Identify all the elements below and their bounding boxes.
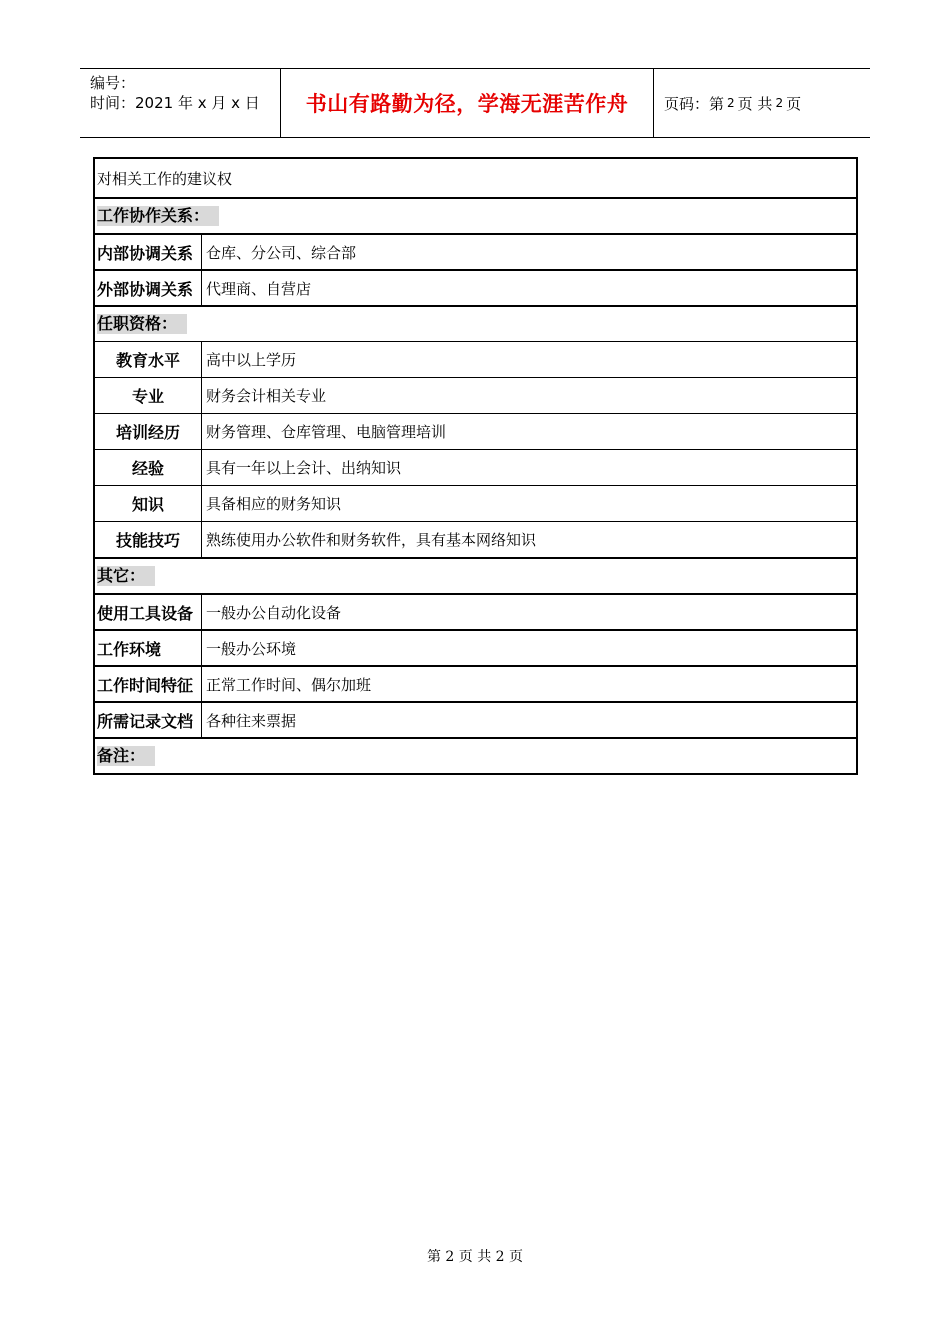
table-row	[95, 377, 856, 413]
header-page-info	[654, 69, 870, 137]
section-row-qualifications	[95, 305, 856, 341]
knowledge-label: 知识	[95, 486, 202, 521]
training-label: 培训经历	[95, 414, 202, 449]
header-motto-cell	[281, 69, 654, 137]
page-mid: 页 共	[737, 94, 773, 113]
work-time-label: 工作时间特征	[95, 667, 202, 701]
skills-label: 技能技巧	[95, 522, 202, 557]
page-suffix: 页	[786, 94, 802, 113]
training-value: 财务管理、仓库管理、电脑管理培训	[206, 423, 447, 441]
work-time-value: 正常工作时间、偶尔加班	[206, 675, 372, 694]
section-title-other: 其它：	[97, 566, 155, 586]
tools-value: 一般办公自动化设备	[206, 603, 342, 622]
external-relation-value: 代理商、自营店	[206, 279, 312, 298]
section-title-qualifications: 任职资格：	[97, 314, 187, 334]
section-row-collaboration	[95, 197, 856, 233]
table-row	[95, 593, 856, 629]
experience-label: 经验	[95, 450, 202, 485]
table-row	[95, 701, 856, 737]
external-relation-label: 外部协调关系	[95, 271, 202, 305]
page-current: 2	[727, 96, 735, 110]
section-title-collaboration: 工作协作关系：	[97, 206, 219, 226]
section-row-other	[95, 557, 856, 593]
table-row	[95, 449, 856, 485]
page-header	[80, 68, 870, 138]
section-title-notes: 备注：	[97, 746, 155, 766]
major-value: 财务会计相关专业	[206, 387, 327, 405]
records-value: 各种往来票据	[206, 711, 297, 730]
section-row-notes	[95, 737, 856, 773]
internal-relation-value: 仓库、分公司、综合部	[206, 243, 357, 262]
records-label: 所需记录文档	[95, 703, 202, 737]
job-description-table	[93, 157, 858, 775]
internal-relation-label: 内部协调关系	[95, 235, 202, 269]
tools-label: 使用工具设备	[95, 595, 202, 629]
page-total: 2	[775, 96, 784, 110]
table-row	[95, 521, 856, 557]
table-row	[95, 269, 856, 305]
table-row	[95, 341, 856, 377]
header-motto: 书山有路勤为径，学海无涯苦作舟	[305, 92, 629, 116]
table-row	[95, 665, 856, 701]
environment-label: 工作环境	[95, 631, 202, 665]
experience-value: 具有一年以上会计、出纳知识	[206, 459, 402, 477]
table-row	[95, 629, 856, 665]
table-row	[95, 159, 856, 197]
document-date: 时间：2021 年 x 月 x 日	[90, 94, 260, 112]
skills-value: 熟练使用办公软件和财务软件，具有基本网络知识	[206, 531, 537, 549]
table-row	[95, 413, 856, 449]
education-label: 教育水平	[95, 342, 202, 377]
knowledge-value: 具备相应的财务知识	[206, 495, 342, 513]
page-prefix: 页码：第	[664, 94, 725, 113]
document-number-label: 编号：	[90, 74, 136, 92]
page-footer: 第 2 页 共 2 页	[426, 1249, 524, 1265]
table-row	[95, 485, 856, 521]
header-meta	[80, 69, 281, 137]
environment-value: 一般办公环境	[206, 639, 297, 658]
major-label: 专业	[95, 378, 202, 413]
education-value: 高中以上学历	[206, 351, 297, 369]
table-row	[95, 233, 856, 269]
suggestion-right-text: 对相关工作的建议权	[97, 169, 233, 188]
